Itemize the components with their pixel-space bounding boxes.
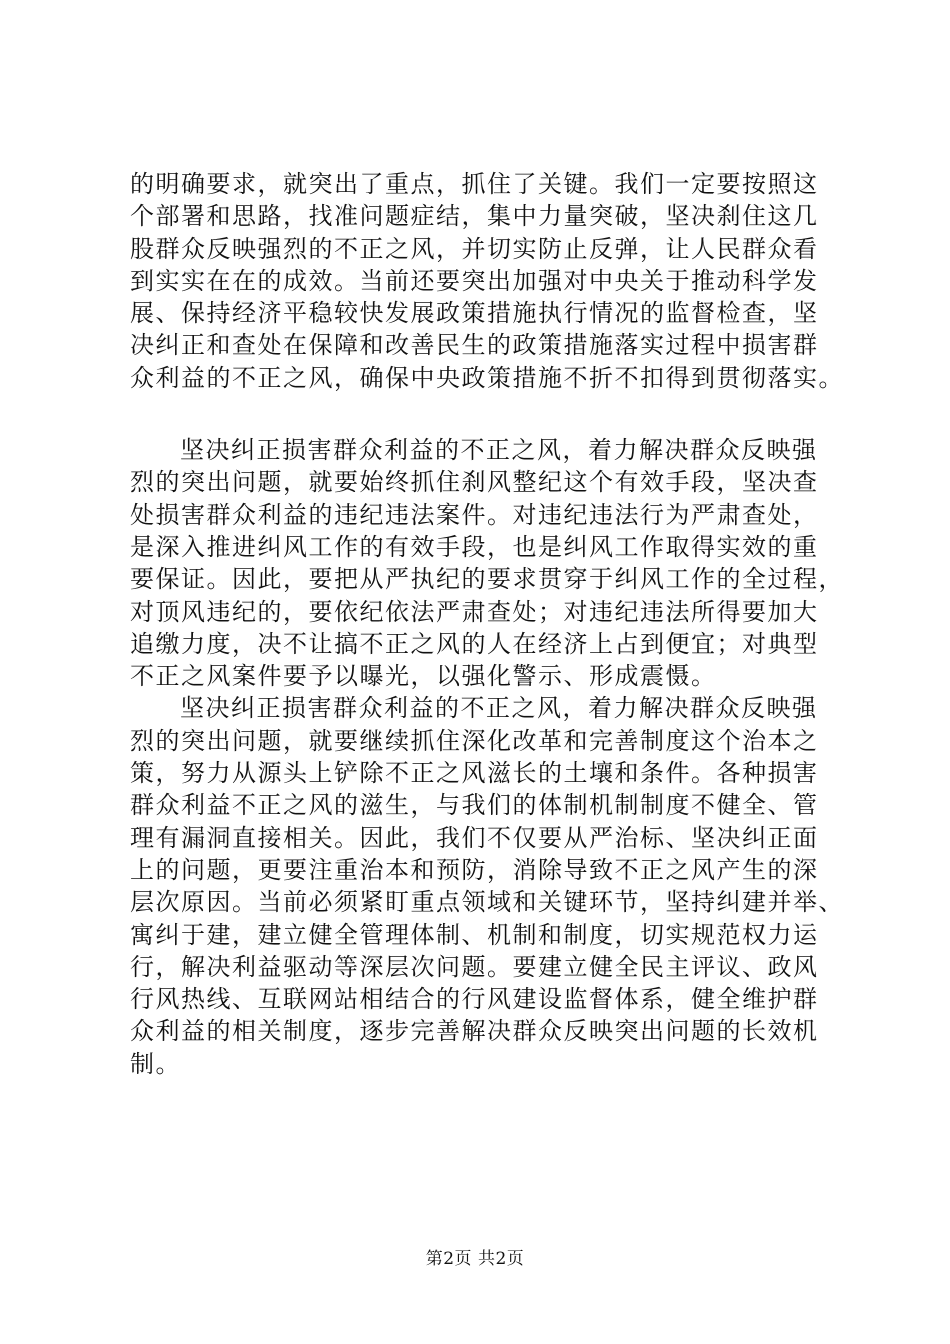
text-line: 策，努力从源头上铲除不正之风滋长的土壤和条件。各种损害 — [130, 759, 819, 788]
text-line: 众利益的不正之风，确保中央政策措施不折不扣得到贯彻落实。 — [130, 363, 844, 392]
paragraph-spacer — [130, 394, 850, 434]
text-line: 众利益的相关制度，逐步完善解决群众反映突出问题的长效机 — [130, 1017, 819, 1046]
text-line: 上的问题，更要注重治本和预防，消除导致不正之风产生的深 — [130, 855, 819, 884]
text-line: 行，解决利益驱动等深层次问题。要建立健全民主评议、政风 — [130, 952, 819, 981]
text-line: 坚决纠正损害群众利益的不正之风，着力解决群众反映强 — [180, 436, 818, 465]
text-line: 要保证。因此，要把从严执纪的要求贯穿于纠风工作的全过程， — [130, 565, 844, 594]
text-line: 不正之风案件要予以曝光，以强化警示、形成震慑。 — [130, 662, 717, 691]
paragraph-3 — [130, 692, 850, 1080]
page-number-footer: 第2页 共2页 — [425, 1249, 525, 1269]
text-line: 烈的突出问题，就要始终抓住刹风整纪这个有效手段，坚决查 — [130, 468, 819, 497]
text-line: 处损害群众利益的违纪违法案件。对违纪违法行为严肃查处， — [130, 500, 819, 529]
text-line: 的明确要求，就突出了重点，抓住了关键。我们一定要按照这 — [130, 170, 819, 198]
text-line: 决纠正和查处在保障和改善民生的政策措施落实过程中损害群 — [130, 331, 819, 360]
text-line: 制。 — [130, 1049, 181, 1078]
text-line: 理有漏洞直接相关。因此，我们不仅要从严治标、坚决纠正面 — [130, 823, 819, 852]
paragraph-2 — [130, 434, 850, 692]
text-line: 展、保持经济平稳较快发展政策措施执行情况的监督检查，坚 — [130, 299, 819, 328]
text-line: 个部署和思路，找准问题症结，集中力量突破，坚决刹住这几 — [130, 202, 819, 231]
text-line: 烈的突出问题，就要继续抓住深化改革和完善制度这个治本之 — [130, 726, 819, 755]
text-line: 到实实在在的成效。当前还要突出加强对中央关于推动科学发 — [130, 266, 819, 295]
text-line: 对顶风违纪的，要依纪依法严肃查处；对违纪违法所得要加大 — [130, 597, 819, 626]
text-line: 寓纠于建，建立健全管理体制、机制和制度，切实规范权力运 — [130, 920, 819, 949]
paragraph-1 — [130, 168, 850, 394]
text-line: 股群众反映强烈的不正之风，并切实防止反弹，让人民群众看 — [130, 234, 819, 263]
text-line: 追缴力度，决不让搞不正之风的人在经济上占到便宜；对典型 — [130, 629, 819, 658]
text-line: 行风热线、互联网站相结合的行风建设监督体系，健全维护群 — [130, 985, 819, 1014]
text-line: 群众利益不正之风的滋生，与我们的体制机制制度不健全、管 — [130, 791, 819, 820]
text-line: 层次原因。当前必须紧盯重点领域和关键环节，坚持纠建并举、 — [130, 888, 844, 917]
document-body — [130, 168, 850, 1080]
text-line: 坚决纠正损害群众利益的不正之风，着力解决群众反映强 — [180, 694, 818, 723]
text-line: 是深入推进纠风工作的有效手段，也是纠风工作取得实效的重 — [130, 532, 819, 561]
